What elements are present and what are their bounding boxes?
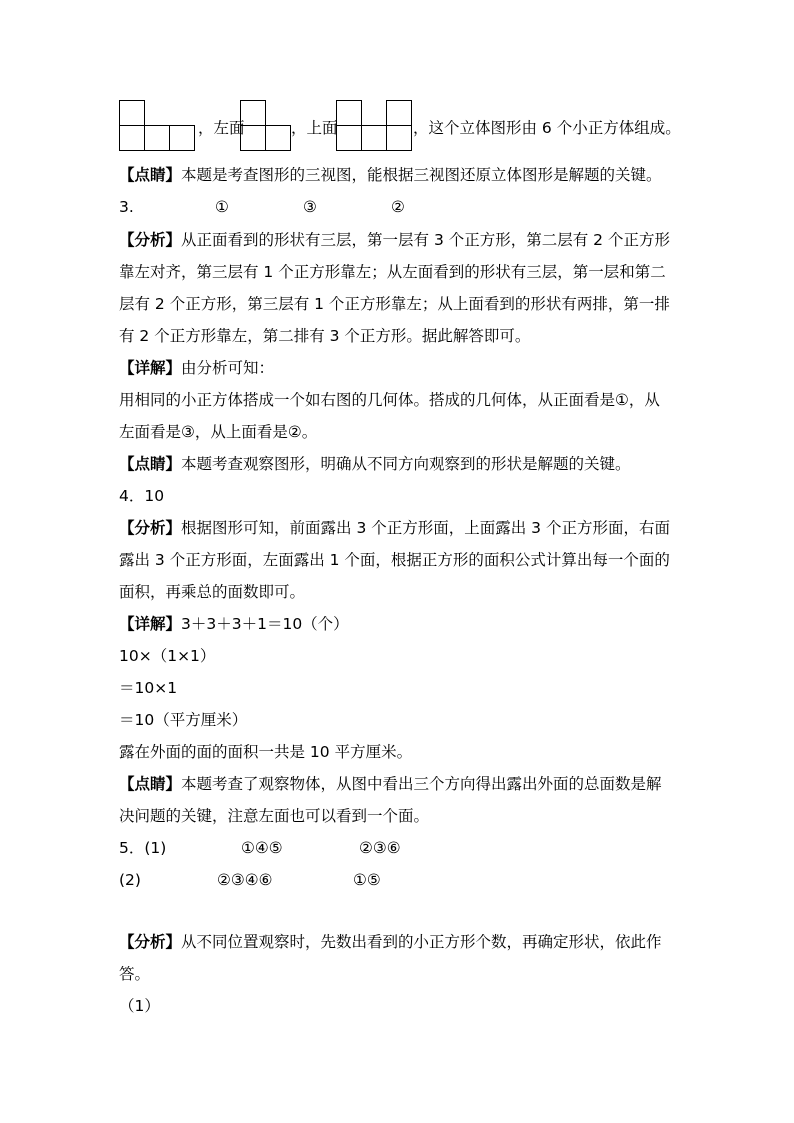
q4-fenxi-3: 面积，再乘总的面数即可。 (119, 583, 306, 601)
q4-xiangjie-4: ＝10（平方厘米） (119, 711, 248, 729)
q3-fenxi-1: 【分析】从正面看到的形状有三层，第一层有 3 个正方形，第二层有 2 个正方形 (119, 231, 670, 249)
top-view-figure (336, 100, 416, 152)
q5-fenxi-2: 答。 (119, 965, 151, 983)
q4-fenxi-2: 露出 3 个正方形面，左面露出 1 个面，根据正方形的面积公式计算出每一个面的 (119, 551, 670, 569)
q3-xiangjie-1: 【详解】由分析可知： (119, 359, 275, 377)
left-view-figure (240, 100, 296, 152)
three-view-row (119, 100, 699, 152)
q3-fenxi-2: 靠左对齐，第三层有 1 个正方形靠左；从左面看到的形状有三层，第一层和第二 (119, 263, 666, 281)
q5-fenxi-1: 【分析】从不同位置观察时，先数出看到的小正方形个数，再确定形状，依此作 (119, 933, 662, 951)
top-view-label: ，上面 (291, 119, 338, 137)
q4-xiangjie-3: ＝10×1 (119, 679, 178, 697)
views-conclusion: ，这个立体图形由 6 个小正方体组成。 (413, 119, 681, 137)
q4-dianjing-2: 决问题的关键，注意左面也可以看到一个面。 (119, 807, 430, 825)
q3-answers: 3. ① ③ ② (119, 198, 405, 216)
q3-xiangjie-2: 用相同的小正方体搭成一个如右图的几何体。搭成的几何体，从正面看是①，从 (119, 391, 660, 409)
q4-answer: 4．10 (119, 487, 165, 505)
q5-row-1: 5．(1) ①④⑤ ②③⑥ (119, 839, 401, 857)
left-view-label: ，左面 (198, 119, 245, 137)
q3-fenxi-3: 层有 2 个正方形，第三层有 1 个正方形靠左；从上面看到的形状有两排，第一排 (119, 295, 670, 313)
q4-xiangjie-2: 10×（1×1） (119, 647, 216, 665)
q2-dianjing: 【点睛】本题是考查图形的三视图，能根据三视图还原立体图形是解题的关键。 (119, 166, 662, 184)
q3-xiangjie-3: 左面看是③，从上面看是②。 (119, 423, 318, 441)
q5-row-2: (2) ②③④⑥ ①⑤ (119, 871, 381, 889)
q3-fenxi-4: 有 2 个正方形靠左，第二排有 3 个正方形。据此解答即可。 (119, 327, 531, 345)
q3-dianjing: 【点睛】本题考查观察图形，明确从不同方向观察到的形状是解题的关键。 (119, 455, 631, 473)
q5-sub-1: （1） (119, 997, 160, 1015)
q4-dianjing-1: 【点睛】本题考查了观察物体，从图中看出三个方向得出露出外面的总面数是解 (119, 775, 662, 793)
q4-fenxi-1: 【分析】根据图形可知，前面露出 3 个正方形面，上面露出 3 个正方形面，右面 (119, 519, 670, 537)
q4-xiangjie-5: 露在外面的面的面积一共是 10 平方厘米。 (119, 743, 413, 761)
q4-xiangjie-1: 【详解】3＋3＋3＋1＝10（个） (119, 615, 349, 633)
front-view-figure (119, 100, 199, 152)
